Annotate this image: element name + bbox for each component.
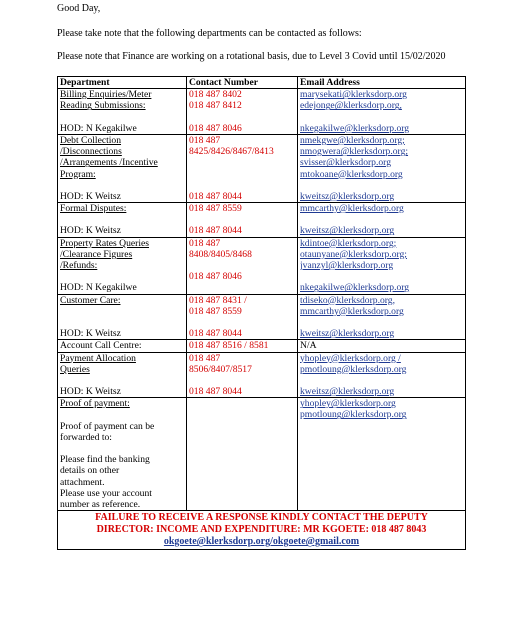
email-link[interactable]: jvanzyl@klerksdorp.org [300, 260, 394, 272]
email-link[interactable]: pmotloung@klerksdorp.org [300, 363, 407, 375]
header-department: Department [58, 77, 187, 89]
hod-phone-number: 018 487 8046 [189, 122, 242, 134]
contact-cell [187, 294, 298, 340]
department-cell [58, 203, 187, 238]
hod-email-link[interactable]: kweitsz@klerksdorp.org [300, 225, 395, 237]
contact-cell [187, 398, 298, 511]
table-row [58, 237, 466, 294]
department-name: Reading Submissions: [60, 100, 146, 112]
hod-email-link[interactable]: kweitsz@klerksdorp.org [300, 190, 395, 202]
hod-phone-number: 018 487 8044 [189, 328, 242, 340]
hod-email-link[interactable]: kweitsz@klerksdorp.org [300, 386, 395, 398]
email-cell [298, 203, 466, 238]
hod-email-link[interactable]: kweitsz@klerksdorp.org [300, 328, 395, 340]
hod-email-link[interactable]: nkegakilwe@klerksdorp.org [300, 282, 410, 294]
department-name: Proof of payment: [60, 398, 130, 410]
email-cell [298, 89, 466, 135]
hod-phone-number: 018 487 8046 [189, 271, 242, 283]
email-cell [298, 340, 466, 352]
phone-number: 018 487 [189, 352, 221, 364]
phone-number: 018 487 8431 / [189, 294, 247, 306]
department-name: Formal Disputes: [60, 203, 127, 215]
department-contacts-table [57, 76, 466, 550]
phone-number: 8425/8426/8467/8413 [189, 146, 274, 158]
email-link[interactable]: nmogwera@klerksdorp.org; [300, 146, 409, 158]
proof-note: Please use your account [60, 487, 152, 499]
table-row [58, 398, 466, 511]
department-cell [58, 294, 187, 340]
proof-note: forwarded to: [60, 431, 112, 443]
department-name: /Clearance Figures [60, 248, 133, 260]
department-cell [58, 134, 187, 202]
department-cell [58, 89, 187, 135]
email-link[interactable]: yhopley@klerksdorp.org [300, 398, 396, 410]
proof-note: Please find the banking [60, 454, 150, 466]
proof-note: number as reference. [60, 498, 141, 510]
hod-label: HOD: K Weitsz [60, 328, 121, 340]
hod-email-link[interactable]: nkegakilwe@klerksdorp.org [300, 122, 410, 134]
email-link[interactable]: mmcarthy@klerksdorp.org [300, 305, 404, 317]
department-cell [58, 340, 187, 352]
hod-label: HOD: K Weitsz [60, 225, 121, 237]
phone-number: 8506/8407/8517 [189, 363, 252, 375]
contact-cell [187, 134, 298, 202]
hod-phone-number: 018 487 8044 [189, 225, 242, 237]
table-row [58, 340, 466, 352]
escalation-footer-row [58, 511, 466, 550]
email-link[interactable]: otaunyane@klerksdorp.org; [300, 248, 407, 260]
email-cell [298, 134, 466, 202]
email-link[interactable]: pmotloung@klerksdorp.org [300, 409, 407, 421]
phone-number: 8408/8405/8468 [189, 248, 252, 260]
email-cell [298, 398, 466, 511]
email-link[interactable]: marysekati@klerksdorp.org [300, 89, 407, 101]
intro-line-rotation: Please note that Finance are working on a rotational basis, due to Level 3 Covid until 15/02/2020 [57, 51, 446, 62]
table-row [58, 352, 466, 398]
escalation-contact: DIRECTOR: INCOME AND EXPENDITURE: MR KGOETE: 018 487 8043 [96, 524, 427, 536]
hod-phone-number: 018 487 8044 [189, 386, 242, 398]
department-name: /Arrangements /Incentive [60, 157, 158, 169]
contact-cell [187, 352, 298, 398]
phone-number: 018 487 8412 [189, 100, 242, 112]
hod-label: HOD: K Weitsz [60, 190, 121, 202]
department-name: Property Rates Queries [60, 237, 149, 249]
email-link[interactable]: mtokoane@klerksdorp.org [300, 168, 403, 180]
table-header-row [58, 77, 466, 89]
proof-note: details on other [60, 465, 120, 477]
escalation-warning: FAILURE TO RECEIVE A RESPONSE KINDLY CONTACT THE DEPUTY [95, 512, 428, 524]
department-name: Program: [60, 168, 96, 180]
header-contact-number: Contact Number [187, 77, 298, 89]
department-cell [58, 237, 187, 294]
phone-number: 018 487 [189, 237, 221, 249]
department-name: Debt Collection [60, 134, 122, 146]
contact-cell [187, 89, 298, 135]
hod-label: HOD: N Kegakilwe [60, 122, 137, 134]
contact-cell [187, 237, 298, 294]
email-link[interactable]: yhopley@klerksdorp.org / [300, 352, 401, 364]
phone-number: 018 487 [189, 134, 221, 146]
department-name: Billing Enquiries/Meter [60, 89, 152, 101]
table-row [58, 89, 466, 135]
hod-phone-number: 018 487 8044 [189, 190, 242, 202]
email-link[interactable]: svisser@klerksdorp.org [300, 157, 391, 169]
table-row [58, 294, 466, 340]
department-name: Payment Allocation [60, 352, 136, 364]
email-link[interactable]: kdintoe@klerksdorp.org; [300, 237, 397, 249]
intro-line-departments: Please take note that the following departments can be contacted as follows: [57, 28, 362, 39]
hod-label: HOD: N Kegakilwe [60, 282, 137, 294]
department-name: /Disconnections [60, 146, 122, 158]
proof-note: attachment. [60, 476, 105, 488]
department-cell [58, 398, 187, 511]
table-row [58, 203, 466, 238]
phone-number: 018 487 8516 / 8581 [189, 340, 269, 352]
email-cell [298, 352, 466, 398]
escalation-email-link[interactable]: okgoete@klerksdorp.org/okgoete@gmail.com [163, 536, 360, 548]
proof-note: Proof of payment can be [60, 420, 155, 432]
email-not-available: N/A [300, 340, 317, 352]
email-cell [298, 294, 466, 340]
department-name: Account Call Centre: [60, 340, 142, 352]
department-name: /Refunds: [60, 260, 98, 272]
department-name: Customer Care: [60, 294, 121, 306]
contact-cell [187, 340, 298, 352]
header-email-address: Email Address [298, 77, 466, 89]
greeting: Good Day, [57, 3, 101, 14]
department-name: Queries [60, 363, 90, 375]
phone-number: 018 487 8559 [189, 305, 242, 317]
email-link[interactable]: nmekgwe@klerksdorp.org; [300, 134, 405, 146]
email-link[interactable]: mmcarthy@klerksdorp.org [300, 203, 404, 215]
table-row [58, 134, 466, 202]
contact-cell [187, 203, 298, 238]
email-link[interactable]: tdiseko@klerksdorp.org, [300, 294, 395, 306]
hod-label: HOD: K Weitsz [60, 386, 121, 398]
escalation-footer [58, 511, 466, 550]
phone-number: 018 487 8402 [189, 89, 242, 101]
email-cell [298, 237, 466, 294]
phone-number: 018 487 8559 [189, 203, 242, 215]
department-cell [58, 352, 187, 398]
email-link[interactable]: edejonge@klerksdorp.org, [300, 100, 402, 112]
